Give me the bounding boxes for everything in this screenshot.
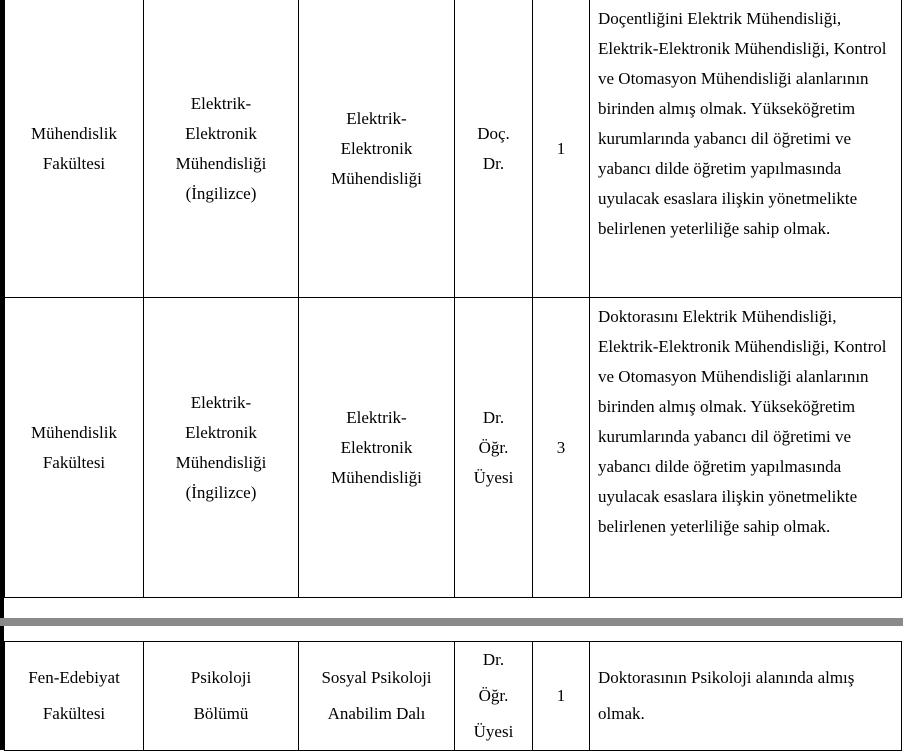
count-cell: 1 — [533, 642, 590, 751]
division-cell: Elektrik-Elektronik Mühendisliği — [299, 298, 455, 598]
count-cell: 3 — [533, 298, 590, 598]
division-cell: Sosyal Psikoloji Anabilim Dalı — [299, 642, 455, 751]
conditions-cell: Doktorasını Elektrik Mühendisliği, Elektrik-Elektronik Mühendisliği, Kontrol ve Otomasyon Mühendisliği alanlarının birinden almış olmak. Yükseköğretim kurumlarında yabancı dil öğretimi ve yabancı dilde öğretim yapılmasında uyulacak esaslara ilişkin yönetmelikte belirlenen yeterliliğe sahip olmak. — [590, 298, 902, 598]
table-row — [5, 298, 902, 598]
conditions-cell: Doçentliğini Elektrik Mühendisliği, Elektrik-Elektronik Mühendisliği, Kontrol ve Otomasyon Mühendisliği alanlarının birinden almış olmak. Yükseköğretim kurumlarında yabancı dil öğretimi ve yabancı dilde öğretim yapılmasında uyulacak esaslara ilişkin yönetmelikte belirlenen yeterliliğe sahip olmak. — [590, 0, 902, 298]
faculty-cell: Mühendislik Fakültesi — [5, 298, 144, 598]
department-cell: Elektrik-Elektronik Mühendisliği (İngilizce) — [144, 298, 299, 598]
faculty-cell: Mühendislik Fakültesi — [5, 0, 144, 298]
positions-table-continued — [4, 641, 902, 751]
table-separator — [0, 618, 903, 626]
conditions-cell: Doktorasının Psikoloji alanında almış olmak. — [590, 642, 902, 751]
table-row — [5, 0, 902, 298]
positions-table — [4, 0, 902, 598]
title-cell: Doç. Dr. — [455, 0, 533, 298]
count-cell: 1 — [533, 0, 590, 298]
table-row — [5, 642, 902, 751]
department-cell: Psikoloji Bölümü — [144, 642, 299, 751]
title-cell: Dr. Öğr. Üyesi — [455, 642, 533, 751]
faculty-cell: Fen-Edebiyat Fakültesi — [5, 642, 144, 751]
division-cell: Elektrik-Elektronik Mühendisliği — [299, 0, 455, 298]
title-cell: Dr. Öğr. Üyesi — [455, 298, 533, 598]
department-cell: Elektrik-Elektronik Mühendisliği (İngilizce) — [144, 0, 299, 298]
